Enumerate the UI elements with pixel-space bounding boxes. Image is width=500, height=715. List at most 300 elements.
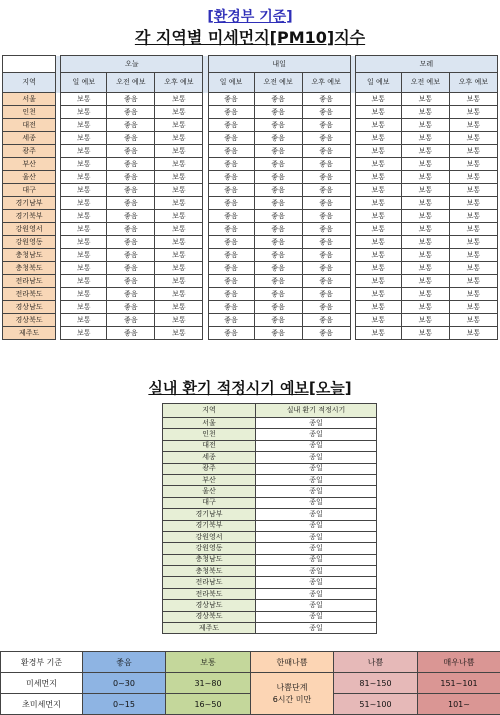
table-row xyxy=(3,197,498,210)
forecast-value-cell: 좋음 xyxy=(107,301,155,314)
forecast-value-cell: 좋음 xyxy=(208,106,254,119)
legend-pm10-good: 0~30 xyxy=(83,673,166,694)
forecast-value-cell: 보통 xyxy=(449,262,497,275)
region-cell: 충청남도 xyxy=(3,249,56,262)
forecast-value-cell: 좋음 xyxy=(107,249,155,262)
forecast-value-cell: 좋음 xyxy=(254,275,302,288)
sub-header: 오전 예보 xyxy=(401,73,449,93)
table-row xyxy=(3,327,498,340)
forecast-value-cell: 좋음 xyxy=(208,93,254,106)
legend-level-normal: 보통 xyxy=(166,652,251,673)
forecast-value-cell: 좋음 xyxy=(208,184,254,197)
legend-level-good: 좋음 xyxy=(83,652,166,673)
region-cell: 경기남부 xyxy=(3,197,56,210)
forecast-value-cell: 좋음 xyxy=(254,106,302,119)
forecast-value-cell: 좋음 xyxy=(208,210,254,223)
forecast-value-cell: 좋음 xyxy=(107,223,155,236)
forecast-value-cell: 보통 xyxy=(401,275,449,288)
legend-pm25-very-bad: 101~ xyxy=(418,694,500,715)
forecast-value-cell: 보통 xyxy=(449,314,497,327)
forecast-value-cell: 좋음 xyxy=(302,93,350,106)
forecast-value-cell: 보통 xyxy=(401,249,449,262)
forecast-value-cell: 보통 xyxy=(155,262,203,275)
forecast-value-cell: 좋음 xyxy=(302,249,350,262)
table-row xyxy=(3,93,498,106)
forecast-value-cell: 보통 xyxy=(449,327,497,340)
forecast-value-cell: 좋음 xyxy=(107,158,155,171)
region-cell: 강원영동 xyxy=(3,236,56,249)
forecast-value-cell: 보통 xyxy=(355,184,401,197)
table-row xyxy=(163,486,377,497)
forecast-value-cell: 좋음 xyxy=(302,301,350,314)
forecast-value-cell: 보통 xyxy=(401,184,449,197)
forecast-value-cell: 보통 xyxy=(449,210,497,223)
forecast-value-cell: 보통 xyxy=(449,249,497,262)
day-header-today: 오늘 xyxy=(61,56,203,73)
forecast-value-cell: 보통 xyxy=(355,249,401,262)
forecast-value-cell: 좋음 xyxy=(302,145,350,158)
forecast-value-cell: 보통 xyxy=(155,249,203,262)
forecast-value-cell: 보통 xyxy=(449,184,497,197)
region-cell: 충청북도 xyxy=(3,262,56,275)
forecast-value-cell: 보통 xyxy=(61,106,107,119)
forecast-value-cell: 보통 xyxy=(155,275,203,288)
region-cell: 제주도 xyxy=(3,327,56,340)
forecast-value-cell: 보통 xyxy=(449,119,497,132)
forecast-value-cell: 좋음 xyxy=(254,145,302,158)
forecast-value-cell: 보통 xyxy=(155,210,203,223)
table-row xyxy=(3,158,498,171)
forecast-value-cell: 좋음 xyxy=(302,184,350,197)
forecast-value-cell: 보통 xyxy=(61,93,107,106)
vent-time-cell: 종일 xyxy=(256,600,377,611)
forecast-value-cell: 보통 xyxy=(355,197,401,210)
forecast-value-cell: 좋음 xyxy=(208,119,254,132)
forecast-value-cell: 좋음 xyxy=(254,171,302,184)
table-row xyxy=(3,262,498,275)
table-row xyxy=(3,184,498,197)
forecast-value-cell: 좋음 xyxy=(254,236,302,249)
forecast-value-cell: 좋음 xyxy=(208,275,254,288)
table-row xyxy=(163,509,377,520)
region-column-header: 지역 xyxy=(3,73,56,93)
forecast-value-cell: 보통 xyxy=(61,184,107,197)
ventilation-table xyxy=(162,403,377,634)
legend-pm25-bad: 51~100 xyxy=(334,694,418,715)
table-row xyxy=(3,106,498,119)
vent-time-cell: 종일 xyxy=(256,474,377,485)
forecast-value-cell: 보통 xyxy=(61,119,107,132)
table-row xyxy=(3,145,498,158)
forecast-value-cell: 보통 xyxy=(449,236,497,249)
forecast-value-cell: 보통 xyxy=(401,171,449,184)
forecast-value-cell: 보통 xyxy=(401,197,449,210)
forecast-value-cell: 보통 xyxy=(61,249,107,262)
forecast-value-cell: 보통 xyxy=(355,301,401,314)
vent-time-cell: 종일 xyxy=(256,520,377,531)
forecast-value-cell: 보통 xyxy=(155,145,203,158)
forecast-value-cell: 보통 xyxy=(61,210,107,223)
table-row xyxy=(3,210,498,223)
vent-region-cell: 경상남도 xyxy=(163,600,256,611)
forecast-value-cell: 좋음 xyxy=(107,184,155,197)
forecast-value-cell: 보통 xyxy=(61,327,107,340)
region-cell: 인천 xyxy=(3,106,56,119)
forecast-value-cell: 좋음 xyxy=(254,197,302,210)
region-cell: 대구 xyxy=(3,184,56,197)
vent-time-cell: 종일 xyxy=(256,623,377,634)
forecast-value-cell: 좋음 xyxy=(107,119,155,132)
forecast-value-cell: 좋음 xyxy=(107,132,155,145)
table-row xyxy=(3,314,498,327)
vent-time-cell: 종일 xyxy=(256,486,377,497)
forecast-value-cell: 좋음 xyxy=(302,171,350,184)
forecast-value-cell: 보통 xyxy=(355,275,401,288)
vent-region-cell: 충청남도 xyxy=(163,554,256,565)
forecast-value-cell: 보통 xyxy=(155,158,203,171)
forecast-value-cell: 좋음 xyxy=(208,314,254,327)
forecast-value-cell: 보통 xyxy=(401,119,449,132)
forecast-value-cell: 보통 xyxy=(449,145,497,158)
vent-time-cell: 종일 xyxy=(256,418,377,429)
forecast-value-cell: 보통 xyxy=(61,301,107,314)
table-row xyxy=(163,623,377,634)
forecast-value-cell: 좋음 xyxy=(107,275,155,288)
forecast-value-cell: 보통 xyxy=(355,288,401,301)
forecast-value-cell: 보통 xyxy=(155,236,203,249)
forecast-value-cell: 좋음 xyxy=(254,210,302,223)
legend-header: 환경부 기준 xyxy=(1,652,83,673)
forecast-value-cell: 좋음 xyxy=(302,314,350,327)
forecast-value-cell: 좋음 xyxy=(302,262,350,275)
sub-header: 오전 예보 xyxy=(107,73,155,93)
legend-pm10-very-bad: 151~101 xyxy=(418,673,500,694)
vent-region-cell: 전라북도 xyxy=(163,588,256,599)
forecast-value-cell: 좋음 xyxy=(302,197,350,210)
table-row xyxy=(3,301,498,314)
forecast-value-cell: 보통 xyxy=(155,301,203,314)
table-row xyxy=(163,452,377,463)
forecast-value-cell: 좋음 xyxy=(107,288,155,301)
forecast-value-cell: 좋음 xyxy=(208,262,254,275)
table-row xyxy=(163,600,377,611)
region-cell: 전라북도 xyxy=(3,288,56,301)
forecast-value-cell: 좋음 xyxy=(302,132,350,145)
forecast-value-cell: 보통 xyxy=(355,327,401,340)
region-cell: 경상남도 xyxy=(3,301,56,314)
forecast-value-cell: 보통 xyxy=(61,288,107,301)
forecast-value-cell: 좋음 xyxy=(302,288,350,301)
forecast-value-cell: 보통 xyxy=(155,288,203,301)
vent-time-cell: 종일 xyxy=(256,611,377,622)
region-cell: 경상북도 xyxy=(3,314,56,327)
region-cell: 강원영서 xyxy=(3,223,56,236)
forecast-value-cell: 보통 xyxy=(155,171,203,184)
forecast-value-cell: 좋음 xyxy=(208,197,254,210)
forecast-value-cell: 좋음 xyxy=(254,288,302,301)
ventilation-title: 실내 환기 적정시기 예보[오늘] xyxy=(148,379,352,397)
forecast-value-cell: 좋음 xyxy=(208,223,254,236)
forecast-value-cell: 좋음 xyxy=(254,249,302,262)
vent-region-cell: 강원영서 xyxy=(163,531,256,542)
forecast-value-cell: 좋음 xyxy=(208,249,254,262)
forecast-value-cell: 보통 xyxy=(449,132,497,145)
forecast-value-cell: 좋음 xyxy=(254,301,302,314)
vent-time-cell: 종일 xyxy=(256,531,377,542)
table-row xyxy=(3,119,498,132)
vent-region-cell: 세종 xyxy=(163,452,256,463)
legend-temp-bad-note: 나쁨단계 6시간 미만 xyxy=(251,673,334,715)
legend-pm25-good: 0~15 xyxy=(83,694,166,715)
legend-level-very-bad: 매우나쁨 xyxy=(418,652,500,673)
forecast-value-cell: 좋음 xyxy=(208,327,254,340)
day-header-day-after: 모레 xyxy=(355,56,497,73)
forecast-value-cell: 보통 xyxy=(61,275,107,288)
vent-region-cell: 충청북도 xyxy=(163,566,256,577)
region-cell: 서울 xyxy=(3,93,56,106)
forecast-value-cell: 보통 xyxy=(449,158,497,171)
forecast-value-cell: 보통 xyxy=(401,132,449,145)
vent-region-cell: 광주 xyxy=(163,463,256,474)
forecast-value-cell: 보통 xyxy=(355,314,401,327)
forecast-value-cell: 좋음 xyxy=(302,236,350,249)
forecast-value-cell: 보통 xyxy=(449,197,497,210)
forecast-value-cell: 보통 xyxy=(355,132,401,145)
forecast-value-cell: 보통 xyxy=(61,223,107,236)
source-label: [환경부 기준] xyxy=(207,9,293,25)
legend-level-temp-bad: 한때나쁨 xyxy=(251,652,334,673)
forecast-value-cell: 보통 xyxy=(355,171,401,184)
table-row xyxy=(163,429,377,440)
vent-region-cell: 울산 xyxy=(163,486,256,497)
forecast-value-cell: 좋음 xyxy=(254,93,302,106)
forecast-value-cell: 보통 xyxy=(401,210,449,223)
forecast-value-cell: 좋음 xyxy=(302,158,350,171)
vent-region-cell: 강원영동 xyxy=(163,543,256,554)
forecast-value-cell: 보통 xyxy=(61,145,107,158)
forecast-value-cell: 좋음 xyxy=(107,327,155,340)
forecast-value-cell: 보통 xyxy=(401,314,449,327)
sub-header: 오전 예보 xyxy=(254,73,302,93)
forecast-value-cell: 좋음 xyxy=(302,210,350,223)
forecast-value-cell: 보통 xyxy=(155,314,203,327)
forecast-value-cell: 보통 xyxy=(355,223,401,236)
forecast-value-cell: 보통 xyxy=(155,119,203,132)
forecast-value-cell: 보통 xyxy=(401,301,449,314)
forecast-value-cell: 보통 xyxy=(449,171,497,184)
forecast-value-cell: 보통 xyxy=(355,119,401,132)
vent-time-cell: 종일 xyxy=(256,452,377,463)
forecast-value-cell: 좋음 xyxy=(254,158,302,171)
forecast-value-cell: 보통 xyxy=(155,93,203,106)
forecast-value-cell: 좋음 xyxy=(107,145,155,158)
table-row xyxy=(3,236,498,249)
forecast-value-cell: 좋음 xyxy=(302,119,350,132)
table-row xyxy=(163,497,377,508)
forecast-value-cell: 보통 xyxy=(155,223,203,236)
sub-header: 오후 예보 xyxy=(155,73,203,93)
forecast-value-cell: 좋음 xyxy=(208,145,254,158)
forecast-value-cell: 보통 xyxy=(449,93,497,106)
forecast-value-cell: 보통 xyxy=(61,262,107,275)
table-row xyxy=(163,463,377,474)
vent-region-cell: 대전 xyxy=(163,440,256,451)
region-cell: 광주 xyxy=(3,145,56,158)
forecast-value-cell: 좋음 xyxy=(302,106,350,119)
vent-region-cell: 서울 xyxy=(163,418,256,429)
vent-time-cell: 종일 xyxy=(256,588,377,599)
forecast-value-cell: 보통 xyxy=(449,223,497,236)
forecast-value-cell: 보통 xyxy=(61,236,107,249)
forecast-value-cell: 좋음 xyxy=(208,158,254,171)
forecast-value-cell: 보통 xyxy=(449,301,497,314)
table-row xyxy=(163,554,377,565)
forecast-value-cell: 좋음 xyxy=(302,275,350,288)
forecast-value-cell: 보통 xyxy=(355,145,401,158)
forecast-value-cell: 보통 xyxy=(449,106,497,119)
forecast-value-cell: 보통 xyxy=(61,197,107,210)
table-row xyxy=(3,171,498,184)
legend-pm10-bad: 81~150 xyxy=(334,673,418,694)
forecast-value-cell: 보통 xyxy=(401,288,449,301)
table-row xyxy=(163,566,377,577)
region-cell: 울산 xyxy=(3,171,56,184)
forecast-value-cell: 보통 xyxy=(155,197,203,210)
forecast-value-cell: 보통 xyxy=(355,158,401,171)
vent-region-cell: 경상북도 xyxy=(163,611,256,622)
forecast-value-cell: 좋음 xyxy=(107,236,155,249)
vent-time-cell: 종일 xyxy=(256,429,377,440)
forecast-value-cell: 좋음 xyxy=(208,301,254,314)
forecast-value-cell: 좋음 xyxy=(107,106,155,119)
forecast-value-cell: 보통 xyxy=(355,262,401,275)
vent-time-cell: 종일 xyxy=(256,440,377,451)
vent-time-cell: 종일 xyxy=(256,566,377,577)
page-title: 각 지역별 미세먼지[PM10]지수 xyxy=(134,28,366,47)
forecast-value-cell: 보통 xyxy=(401,236,449,249)
forecast-value-cell: 보통 xyxy=(401,223,449,236)
table-row xyxy=(163,474,377,485)
vent-time-cell: 종일 xyxy=(256,497,377,508)
forecast-value-cell: 보통 xyxy=(401,145,449,158)
forecast-value-cell: 보통 xyxy=(155,184,203,197)
forecast-value-cell: 보통 xyxy=(61,158,107,171)
forecast-value-cell: 좋음 xyxy=(254,184,302,197)
forecast-value-cell: 좋음 xyxy=(254,327,302,340)
forecast-value-cell: 보통 xyxy=(355,210,401,223)
vent-region-cell: 전라남도 xyxy=(163,577,256,588)
table-row xyxy=(163,520,377,531)
vent-time-cell: 종일 xyxy=(256,463,377,474)
forecast-value-cell: 보통 xyxy=(401,327,449,340)
forecast-value-cell: 보통 xyxy=(155,106,203,119)
forecast-value-cell: 보통 xyxy=(155,132,203,145)
forecast-value-cell: 좋음 xyxy=(302,327,350,340)
vent-time-cell: 종일 xyxy=(256,543,377,554)
forecast-value-cell: 좋음 xyxy=(107,210,155,223)
table-row xyxy=(163,611,377,622)
table-row xyxy=(3,223,498,236)
table-row xyxy=(163,531,377,542)
forecast-value-cell: 좋음 xyxy=(254,132,302,145)
forecast-value-cell: 보통 xyxy=(401,106,449,119)
forecast-value-cell: 좋음 xyxy=(208,288,254,301)
forecast-value-cell: 보통 xyxy=(449,275,497,288)
forecast-value-cell: 좋음 xyxy=(107,197,155,210)
table-row xyxy=(163,588,377,599)
vent-region-cell: 부산 xyxy=(163,474,256,485)
vent-time-cell: 종일 xyxy=(256,554,377,565)
region-cell: 경기북부 xyxy=(3,210,56,223)
forecast-value-cell: 보통 xyxy=(61,171,107,184)
forecast-value-cell: 보통 xyxy=(449,288,497,301)
vent-region-cell: 경기남부 xyxy=(163,509,256,520)
forecast-table xyxy=(2,55,498,340)
forecast-value-cell: 보통 xyxy=(355,106,401,119)
forecast-value-cell: 좋음 xyxy=(107,262,155,275)
forecast-value-cell: 좋음 xyxy=(208,132,254,145)
vent-time-cell: 종일 xyxy=(256,509,377,520)
forecast-value-cell: 좋음 xyxy=(107,314,155,327)
table-row xyxy=(163,418,377,429)
vent-region-header: 지역 xyxy=(163,404,256,418)
forecast-value-cell: 보통 xyxy=(401,93,449,106)
forecast-value-cell: 좋음 xyxy=(254,223,302,236)
vent-time-cell: 종일 xyxy=(256,577,377,588)
forecast-value-cell: 좋음 xyxy=(302,223,350,236)
day-header-tomorrow: 내일 xyxy=(208,56,350,73)
vent-region-cell: 제주도 xyxy=(163,623,256,634)
table-row xyxy=(163,543,377,554)
table-row xyxy=(3,132,498,145)
legend-level-bad: 나쁨 xyxy=(334,652,418,673)
vent-time-header: 실내 환기 적정시기 xyxy=(256,404,377,418)
vent-region-cell: 경기북부 xyxy=(163,520,256,531)
table-row xyxy=(3,249,498,262)
forecast-value-cell: 좋음 xyxy=(208,171,254,184)
legend-pm25-normal: 16~50 xyxy=(166,694,251,715)
forecast-value-cell: 보통 xyxy=(61,132,107,145)
forecast-value-cell: 보통 xyxy=(355,236,401,249)
sub-header: 오후 예보 xyxy=(302,73,350,93)
legend-pm25-label: 초미세먼지 xyxy=(1,694,83,715)
forecast-value-cell: 좋음 xyxy=(254,119,302,132)
sub-header: 일 예보 xyxy=(208,73,254,93)
forecast-value-cell: 좋음 xyxy=(254,314,302,327)
region-cell: 전라남도 xyxy=(3,275,56,288)
forecast-value-cell: 보통 xyxy=(61,314,107,327)
sub-header: 오후 예보 xyxy=(449,73,497,93)
vent-region-cell: 대구 xyxy=(163,497,256,508)
sub-header: 일 예보 xyxy=(61,73,107,93)
forecast-value-cell: 좋음 xyxy=(254,262,302,275)
sub-header: 일 예보 xyxy=(355,73,401,93)
forecast-value-cell: 좋음 xyxy=(208,236,254,249)
table-row xyxy=(3,275,498,288)
region-cell: 대전 xyxy=(3,119,56,132)
vent-region-cell: 인천 xyxy=(163,429,256,440)
region-cell: 부산 xyxy=(3,158,56,171)
table-row xyxy=(3,288,498,301)
region-cell: 세종 xyxy=(3,132,56,145)
forecast-value-cell: 보통 xyxy=(355,93,401,106)
forecast-value-cell: 보통 xyxy=(401,262,449,275)
table-row xyxy=(163,577,377,588)
table-row xyxy=(163,440,377,451)
forecast-value-cell: 보통 xyxy=(155,327,203,340)
legend-pm10-label: 미세먼지 xyxy=(1,673,83,694)
forecast-value-cell: 좋음 xyxy=(107,93,155,106)
